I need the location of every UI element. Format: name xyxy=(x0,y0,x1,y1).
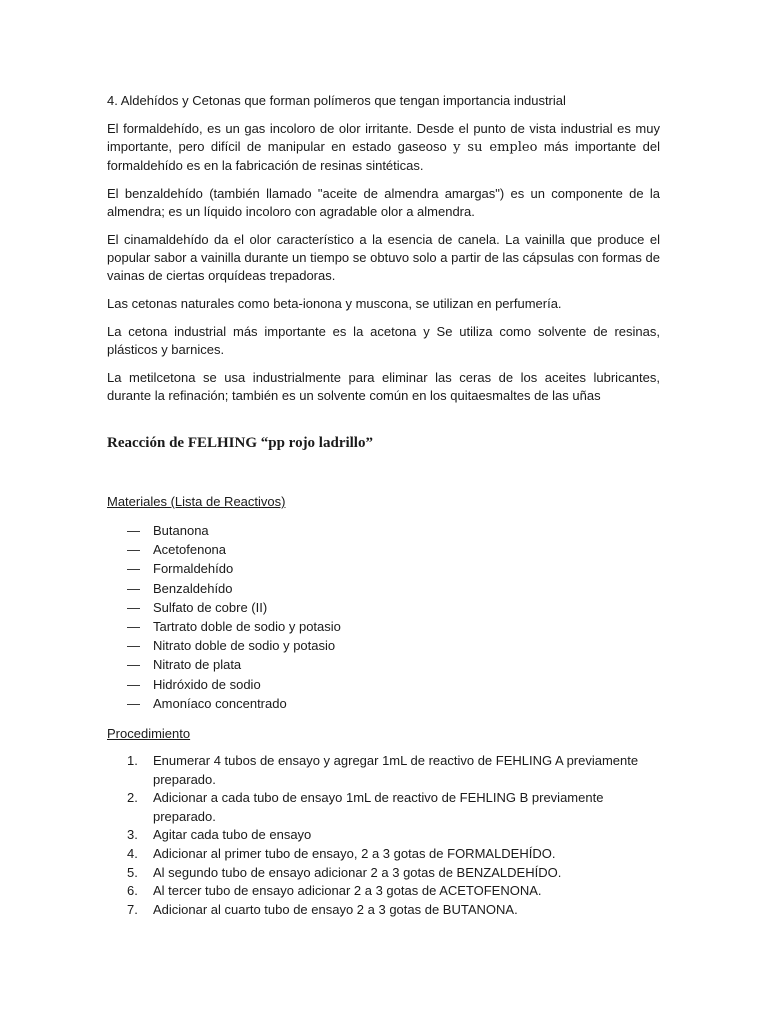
list-item xyxy=(127,598,341,617)
paragraph-text: El formaldehído, es un gas incoloro de olor irritante. Desde el punto de vista industrial es muy importante, pero difícil de manipular en estado gaseoso xyxy=(107,121,660,154)
material-label: Formaldehído xyxy=(153,561,234,577)
list-item xyxy=(127,636,341,655)
materials-list xyxy=(127,521,341,713)
step-text: Adicionar a cada tubo de ensayo 1mL de reactivo de FEHLING B previamente preparado. xyxy=(153,790,604,824)
material-label: Acetofenona xyxy=(153,542,227,558)
step-text: Al segundo tubo de ensayo adicionar 2 a 3 gotas de BENZALDEHÍDO. xyxy=(153,864,562,880)
list-item xyxy=(127,864,657,883)
dash-bullet: — xyxy=(127,638,140,654)
document-page xyxy=(107,92,660,917)
list-item xyxy=(127,675,341,694)
list-item xyxy=(127,789,657,826)
material-label: Sulfato de cobre (II) xyxy=(153,599,268,615)
list-item xyxy=(127,559,341,578)
paragraph-text: más importante del formaldehído es en la fabricación de resinas sintéticas. xyxy=(107,139,660,173)
procedure-steps xyxy=(127,752,657,919)
step-text: Adicionar al cuarto tubo de ensayo 2 a 3 gotas de BUTANONA. xyxy=(153,901,518,917)
list-item xyxy=(127,521,341,540)
list-item xyxy=(127,694,341,713)
list-item xyxy=(127,901,657,920)
paragraph-metilcetona: La metilcetona se usa industrialmente para eliminar las ceras de los aceites lubricantes, durante la refinación; también es un solvente común en los quitaesmaltes de las uñas xyxy=(107,370,660,403)
step-text: Enumerar 4 tubos de ensayo y agregar 1mL de reactivo de FEHLING A previamente preparado. xyxy=(153,753,639,787)
procedure-heading: Procedimiento xyxy=(107,726,191,741)
materials-heading: Materiales (Lista de Reactivos) xyxy=(107,494,286,509)
step-number: 3. xyxy=(127,827,138,843)
step-text: Al tercer tubo de ensayo adicionar 2 a 3 gotas de ACETOFENONA. xyxy=(153,883,542,899)
material-label: Nitrato de plata xyxy=(153,657,242,673)
step-text: Adicionar al primer tubo de ensayo, 2 a 3 gotas de FORMALDEHÍDO. xyxy=(153,845,556,861)
dash-bullet: — xyxy=(127,523,140,538)
list-item xyxy=(127,617,341,636)
step-number: 5. xyxy=(127,864,138,880)
dash-bullet: — xyxy=(127,599,140,615)
material-label: Amoníaco concentrado xyxy=(153,695,287,711)
paragraph-text-serif: y su empleo xyxy=(453,140,538,155)
step-text: Agitar cada tubo de ensayo xyxy=(153,827,312,843)
dash-bullet: — xyxy=(127,561,140,577)
material-label: Nitrato doble de sodio y potasio xyxy=(153,638,336,654)
dash-bullet: — xyxy=(127,676,140,692)
list-item xyxy=(127,579,341,598)
paragraph-acetona: La cetona industrial más importante es la acetona y Se utiliza como solvente de resinas, plásticos y barnices. xyxy=(107,324,660,357)
dash-bullet: — xyxy=(127,542,140,558)
dash-bullet: — xyxy=(127,580,140,596)
dash-bullet: — xyxy=(127,618,140,634)
list-item xyxy=(127,655,341,674)
list-item xyxy=(127,882,657,901)
material-label: Benzaldehído xyxy=(153,580,233,596)
step-number: 7. xyxy=(127,901,138,917)
step-number: 1. xyxy=(127,753,138,768)
material-label: Tartrato doble de sodio y potasio xyxy=(153,618,341,634)
paragraph-cinamaldehido: El cinamaldehído da el olor característico a la esencia de canela. La vainilla que produce el popular sabor a vainilla durante un tiempo se obtuvo solo a partir de las cápsulas con formas de vainas de ciertas orquídeas trepadoras. xyxy=(107,232,660,283)
step-number: 2. xyxy=(127,790,138,806)
list-item xyxy=(127,752,657,789)
paragraph-cetonas-naturales: Las cetonas naturales como beta-ionona y muscona, se utilizan en perfumería. xyxy=(107,296,562,311)
dash-bullet: — xyxy=(127,657,140,673)
material-label: Butanona xyxy=(153,523,209,538)
paragraph-formaldehido xyxy=(107,120,660,175)
dash-bullet: — xyxy=(127,695,140,711)
list-item xyxy=(127,540,341,559)
material-label: Hidróxido de sodio xyxy=(153,676,261,692)
section-title: Reacción de FELHING “pp rojo ladrillo” xyxy=(107,435,373,451)
question-heading: 4. Aldehídos y Cetonas que forman polímeros que tengan importancia industrial xyxy=(107,93,566,108)
paragraph-benzaldehido: El benzaldehído (también llamado "aceite de almendra amargas") es un componente de la almendra; es un líquido incoloro con agradable olor a almendra. xyxy=(107,186,660,219)
step-number: 6. xyxy=(127,883,138,899)
list-item xyxy=(127,845,657,864)
step-number: 4. xyxy=(127,845,138,861)
list-item xyxy=(127,826,657,845)
